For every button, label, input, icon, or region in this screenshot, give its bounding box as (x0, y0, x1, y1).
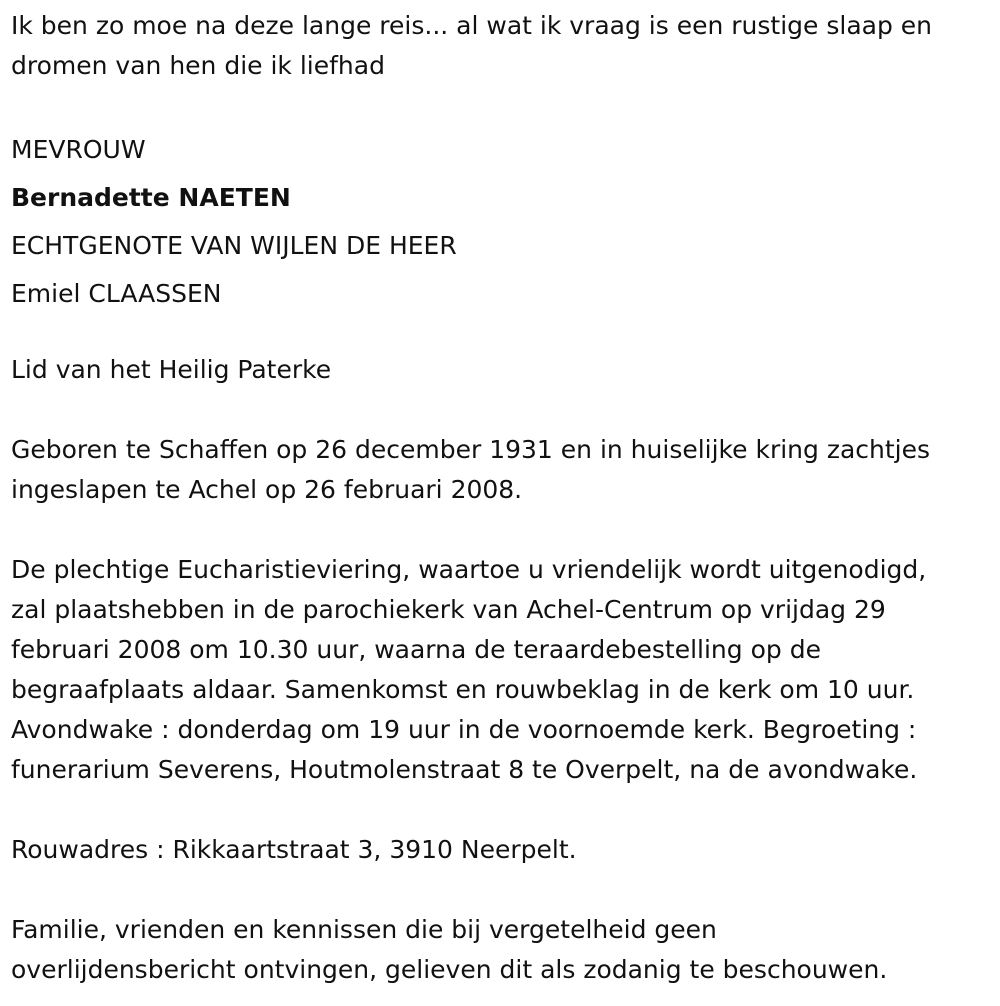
motto-line: dromen van hen die ik liefhad (11, 51, 385, 80)
obituary-notice (11, 6, 991, 990)
spacer (11, 86, 991, 126)
ceremony-line: De plechtige Eucharistieviering, waartoe u vriendelijk wordt uitgenodigd, (11, 555, 927, 584)
ceremony-line: Avondwake : donderdag om 19 uur in de voornoemde kerk. Begroeting : (11, 715, 917, 744)
spacer (11, 390, 991, 430)
birth-death-text (11, 430, 991, 510)
spacer (11, 510, 991, 550)
ceremony-text (11, 550, 991, 790)
motto-line: Ik ben zo moe na deze lange reis... al wat ik vraag is een rustige slaap en (11, 11, 933, 40)
spacer (11, 790, 991, 830)
motto-text (11, 6, 991, 86)
membership-text: Lid van het Heilig Paterke (11, 355, 332, 384)
birth-death-line: Geboren te Schaffen op 26 december 1931 en in huiselijke kring zachtjes (11, 435, 931, 464)
spacer (11, 870, 991, 910)
ceremony-line: februari 2008 om 10.30 uur, waarna de teraardebestelling op de (11, 635, 821, 664)
closing-line: Familie, vrienden en kennissen die bij vergetelheid geen (11, 915, 717, 944)
honorific-title: MEVROUW (11, 135, 146, 164)
deceased-name: Bernadette NAETEN (11, 183, 291, 212)
ceremony-line: begraafplaats aldaar. Samenkomst en rouwbeklag in de kerk om 10 uur. (11, 675, 915, 704)
relation-text: ECHTGENOTE VAN WIJLEN DE HEER (11, 231, 457, 260)
closing-line: overlijdensbericht ontvingen, gelieven dit als zodanig te beschouwen. (11, 955, 888, 984)
birth-death-line: ingeslapen te Achel op 26 februari 2008. (11, 475, 523, 504)
ceremony-line: zal plaatshebben in de parochiekerk van Achel-Centrum op vrijdag 29 (11, 595, 886, 624)
spacer (11, 318, 991, 350)
spouse-name: Emiel CLAASSEN (11, 279, 222, 308)
closing-text (11, 910, 991, 990)
ceremony-line: funerarium Severens, Houtmolenstraat 8 te Overpelt, na de avondwake. (11, 755, 918, 784)
mourning-address: Rouwadres : Rikkaartstraat 3, 3910 Neerpelt. (11, 835, 577, 864)
deceased-block (11, 126, 991, 318)
